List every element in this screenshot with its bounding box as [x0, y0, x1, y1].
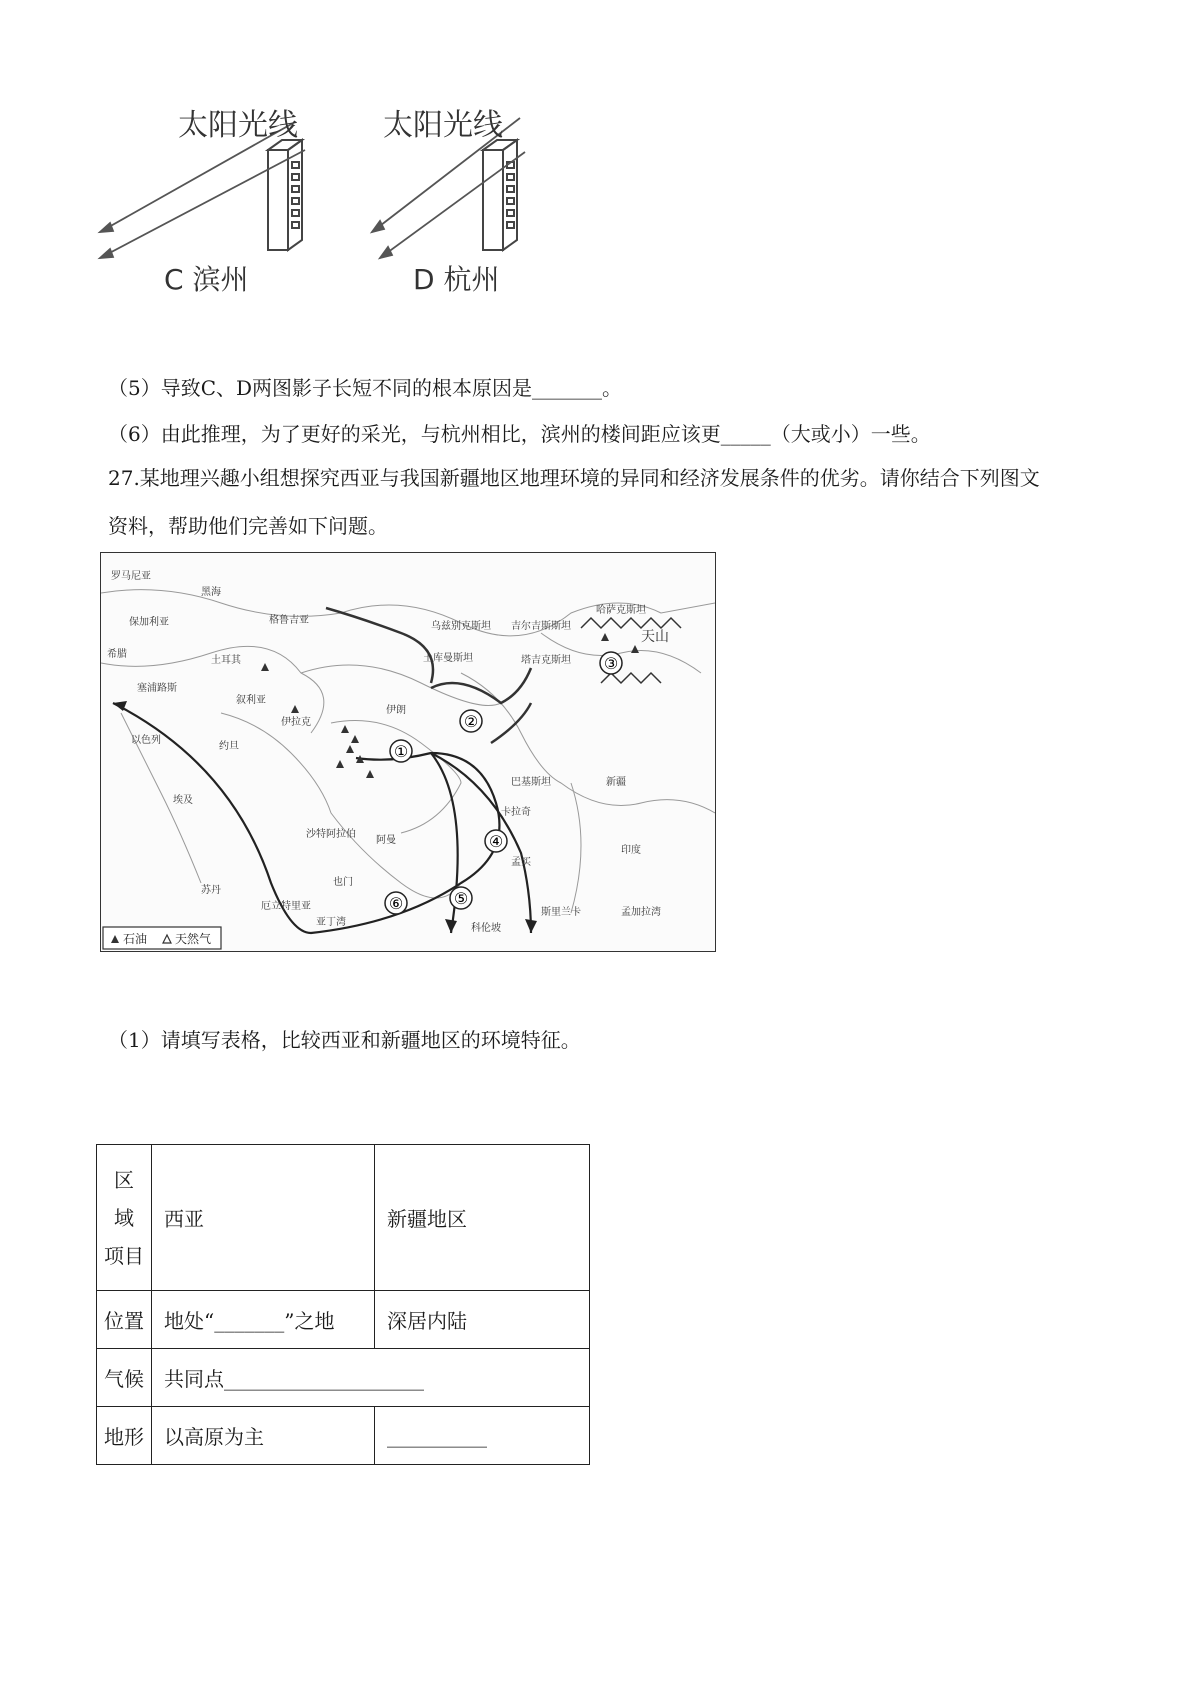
- label-israel: 以色列: [131, 735, 161, 746]
- sun-ray-figure: [80, 90, 540, 330]
- marker-5: ⑤: [453, 889, 469, 908]
- question-6: （6）由此推理，为了更好的采光，与杭州相比，滨州的楼间距应该更_____（大或小）一些。: [108, 422, 931, 446]
- comparison-table: [96, 1144, 590, 1465]
- row-label-location: 位置: [97, 1291, 152, 1349]
- label-pakistan: 巴基斯坦: [511, 777, 551, 788]
- label-egypt: 埃及: [173, 795, 193, 806]
- label-mumbai: 孟买: [511, 857, 531, 868]
- row-label-climate: 气候: [97, 1349, 152, 1407]
- map-legend: [103, 927, 221, 949]
- building-c: [268, 140, 302, 250]
- marker-1: ①: [393, 742, 409, 761]
- label-yemen: 也门: [333, 877, 353, 888]
- header-xinjiang: 新疆地区: [375, 1145, 590, 1291]
- label-uzbekistan: 乌兹别克斯坦: [431, 621, 491, 632]
- west-asia-map: [100, 552, 716, 952]
- problem-27-line-2: 资料，帮助他们完善如下问题。: [108, 514, 388, 538]
- marker-2: ②: [463, 712, 479, 731]
- caption-d-hangzhou: D 杭州: [413, 263, 500, 296]
- marker-6: ⑥: [388, 894, 404, 913]
- cell-xinjiang-location: 深居内陆: [375, 1291, 590, 1349]
- label-saudi-arabia: 沙特阿拉伯: [306, 829, 356, 840]
- marker-3: ③: [603, 654, 619, 673]
- label-greece: 希腊: [107, 649, 127, 660]
- label-oman: 阿曼: [376, 835, 396, 846]
- label-jordan: 约旦: [219, 741, 239, 752]
- sun-ray-label-c: 太阳光线: [178, 108, 298, 143]
- label-gulf-of-aden: 亚丁湾: [316, 917, 346, 928]
- marker-4: ④: [488, 832, 504, 851]
- building-d: [483, 140, 517, 250]
- map-drawing: [101, 553, 715, 951]
- problem-27-line-1: 27.某地理兴趣小组想探究西亚与我国新疆地区地理环境的异同和经济发展条件的优劣。请你结合下列图文: [108, 466, 1040, 490]
- label-india: 印度: [621, 845, 641, 856]
- table-row-terrain: [97, 1407, 590, 1465]
- label-colombo: 科伦坡: [471, 923, 501, 934]
- cell-west-terrain: 以高原为主: [152, 1407, 375, 1465]
- problem-27-text: [108, 460, 1118, 544]
- label-tajikistan: 塔吉克斯坦: [521, 655, 571, 666]
- cell-xinjiang-terrain[interactable]: __________: [375, 1407, 590, 1465]
- legend-oil: 石油: [123, 932, 148, 946]
- cell-west-location[interactable]: 地处“_______”之地: [152, 1291, 375, 1349]
- label-iran: 伊朗: [386, 705, 406, 716]
- label-sri-lanka: 斯里兰卡: [541, 907, 581, 918]
- label-bay-of-bengal: 孟加拉湾: [621, 907, 661, 918]
- row-label-terrain: 地形: [97, 1407, 152, 1465]
- sun-ray-label-d: 太阳光线: [383, 108, 503, 143]
- table-row-climate: [97, 1349, 590, 1407]
- label-turkey: 土耳其: [211, 655, 241, 666]
- label-sudan: 苏丹: [201, 885, 221, 896]
- question-5: （5）导致C、D两图影子长短不同的根本原因是_______。: [108, 376, 623, 400]
- label-eritrea: 厄立特里亚: [261, 901, 311, 912]
- label-xinjiang: 新疆: [606, 777, 626, 788]
- header-corner-region-2: 域: [114, 1205, 134, 1230]
- label-kazakhstan: 哈萨克斯坦: [596, 605, 646, 616]
- label-karachi: 卡拉奇: [501, 807, 531, 818]
- label-turkmenistan: 土库曼斯坦: [423, 653, 473, 664]
- label-cyprus: 塞浦路斯: [137, 683, 177, 694]
- label-tianshan: 天山: [641, 629, 669, 645]
- cell-climate-common[interactable]: 共同点____________________: [152, 1349, 590, 1407]
- header-corner-item: 项目: [104, 1243, 144, 1268]
- header-corner-region-1: 区: [114, 1167, 134, 1192]
- label-bulgaria: 保加利亚: [129, 617, 169, 628]
- label-georgia: 格鲁吉亚: [269, 615, 309, 626]
- table-intro: （1）请填写表格，比较西亚和新疆地区的环境特征。: [108, 1028, 581, 1052]
- table-row-location: [97, 1291, 590, 1349]
- table-header-row: [97, 1145, 590, 1291]
- label-kyrgyzstan: 吉尔吉斯斯坦: [511, 621, 571, 632]
- label-syria: 叙利亚: [236, 695, 266, 706]
- caption-c-binzhou: C 滨州: [164, 263, 249, 296]
- label-romania: 罗马尼亚: [111, 571, 151, 582]
- header-corner: [97, 1145, 152, 1291]
- label-iraq: 伊拉克: [281, 717, 311, 728]
- legend-gas: 天然气: [175, 932, 212, 946]
- label-black-sea: 黑海: [201, 587, 221, 598]
- header-west-asia: 西亚: [152, 1145, 375, 1291]
